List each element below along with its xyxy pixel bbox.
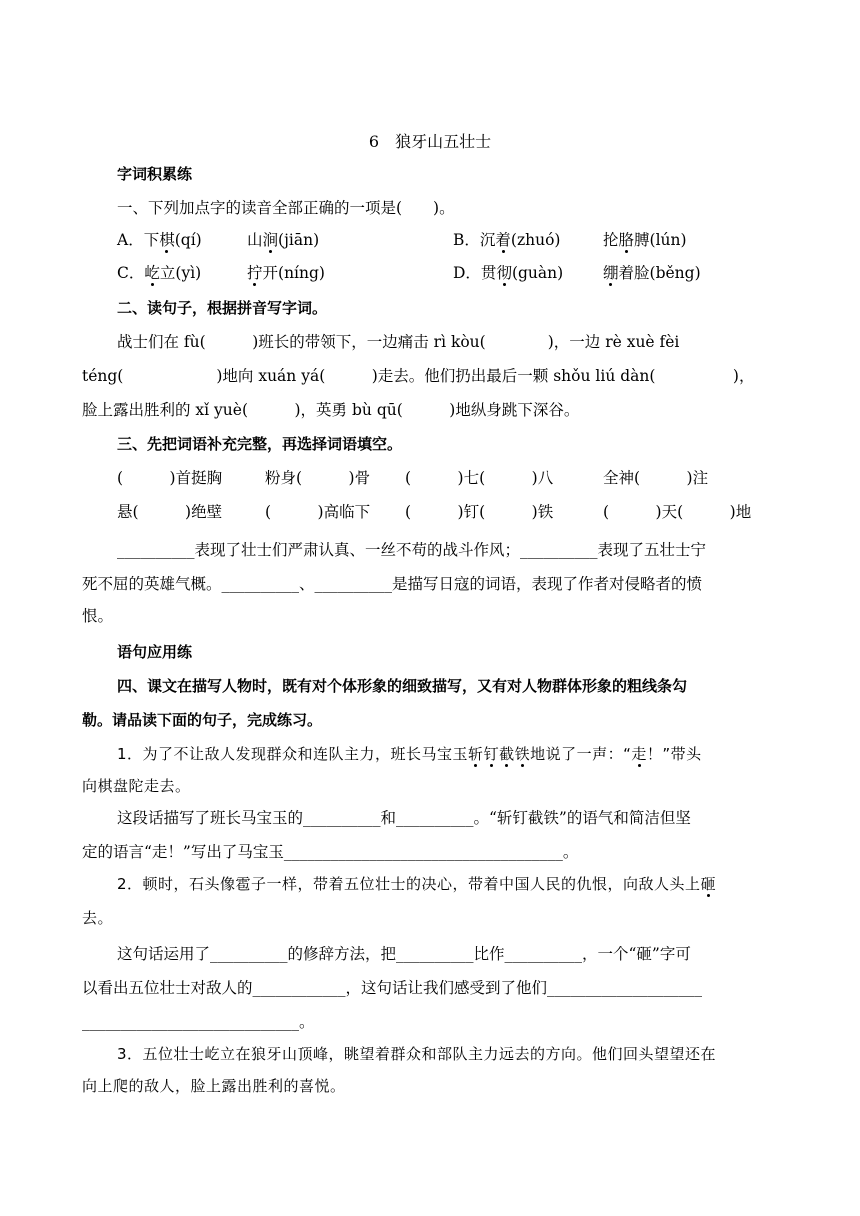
idiom-blank: 全神( )注 [603, 469, 709, 487]
answer-1-line-1: 这段话描写了班长马宝玉的__________和__________。“斩钉截铁”的语气和简洁但坚 [117, 809, 691, 827]
question-2-line-3: 脸上露出胜利的 xǐ yuè( )，英勇 bù qū( )地纵身跳下深谷。 [82, 401, 580, 419]
question-2-line-2: téng( )地向 xuán yá( )走去。他们扔出最后一颗 shǒu liú dàn( )， [82, 367, 755, 385]
question-3-stem: 三、先把词语补充完整，再选择词语填空。 [117, 435, 403, 453]
question-3-fill-line-3: 恨。 [82, 607, 114, 625]
dotted-char: 拧 [247, 264, 263, 282]
page-title: 6 狼牙山五壮士 [368, 132, 492, 151]
excerpt-2-line-1: 2．顿时，石头像雹子一样，带着五位壮士的决心，带着中国人民的仇恨，向敌人头上砸 [117, 875, 717, 893]
dotted-char: 截 [499, 745, 515, 763]
idiom-blank: 悬( )绝壁 [117, 503, 223, 521]
idiom-blank: ( )高临下 [265, 503, 371, 521]
excerpt-3-line-2: 向上爬的敌人，脸上露出胜利的喜悦。 [82, 1077, 346, 1095]
option-a-part-2: 山涧(jiān) [247, 231, 320, 249]
dotted-char: 斩 [468, 745, 484, 763]
idiom-blank: ( )钉( )铁 [405, 503, 554, 521]
excerpt-1-line-2: 向棋盘陀走去。 [82, 777, 191, 795]
idiom-blank: ( )七( )八 [405, 469, 554, 487]
dotted-char: 铁 [514, 745, 531, 763]
question-1-options-row-2 [117, 261, 757, 285]
idiom-blank: ( )首挺胸 [117, 469, 223, 487]
dotted-char: 绷 [603, 264, 619, 282]
dotted-char: 砸 [700, 875, 717, 893]
idiom-blank: ( )天( )地 [603, 503, 752, 521]
option-b-part-2: 抡胳膊(lún) [603, 231, 687, 249]
option-a: A．下棋(qí) [117, 231, 202, 249]
question-3-fill-line-2: 死不屈的英雄气概。__________、__________是描写日寇的词语，表现了作者对侵略者的愤 [82, 575, 703, 593]
excerpt-2-line-2: 去。 [82, 909, 114, 927]
section-heading-sentence: 语句应用练 [117, 643, 193, 661]
excerpt-1-line-1: 1．为了不让敌人发现群众和连队主力，班长马宝玉斩钉截铁地说了一声：“走！”带头 [117, 745, 702, 763]
idiom-row-2 [117, 500, 777, 524]
answer-2-line-1: 这句话运用了__________的修辞方法，把__________比作__________，一个“砸”字可 [117, 945, 691, 963]
question-4-stem-line-2: 勒。请品读下面的句子，完成练习。 [82, 711, 323, 729]
option-c-part-2: 拧开(níng) [247, 264, 325, 282]
question-3-fill-line-1: __________表现了壮士们严肃认真、一丝不苟的战斗作风；__________表现了五壮士宁 [117, 541, 707, 559]
option-c: C．屹立(yì) [117, 264, 202, 282]
answer-2-line-2: 以看出五位壮士对敌人的____________，这句话让我们感受到了他们____________________ [82, 979, 703, 997]
dotted-char: 屹 [144, 264, 160, 282]
option-d: D．贯彻(guàn) [453, 264, 564, 282]
option-b: B．沉着(zhuó) [453, 231, 561, 249]
dotted-char: 钉 [483, 745, 500, 763]
question-1-options-row-1 [117, 228, 757, 252]
dotted-char: 涧 [262, 231, 279, 249]
question-1-stem: 一、下列加点字的读音全部正确的一项是( )。 [117, 199, 455, 217]
dotted-char: 走 [631, 745, 647, 763]
excerpt-3-line-1: 3．五位壮士屹立在狼牙山顶峰，眺望着群众和部队主力远去的方向。他们回头望望还在 [117, 1045, 717, 1063]
answer-2-line-3: ____________________________。 [82, 1013, 315, 1031]
answer-1-line-2: 定的语言“走！”写出了马宝玉____________________________________。 [82, 843, 579, 861]
idiom-row-1 [117, 466, 757, 490]
dotted-char: 棋 [159, 231, 175, 249]
dotted-char: 着 [495, 231, 511, 249]
question-2-stem: 二、读句子，根据拼音写字词。 [117, 299, 328, 317]
question-4-stem-line-1: 四、课文在描写人物时，既有对个体形象的细致描写，又有对人物群体形象的粗线条勾 [117, 677, 688, 695]
question-2-line-1: 战士们在 fù( )班长的带领下，一边痛击 rì kòu( )，一边 rè xuè fèi [117, 333, 680, 351]
option-d-part-2: 绷着脸(běng) [603, 264, 701, 282]
dotted-char: 胳 [618, 231, 635, 249]
section-heading-vocabulary: 字词积累练 [117, 165, 193, 183]
idiom-blank: 粉身( )骨 [265, 469, 371, 487]
dotted-char: 彻 [496, 264, 512, 282]
